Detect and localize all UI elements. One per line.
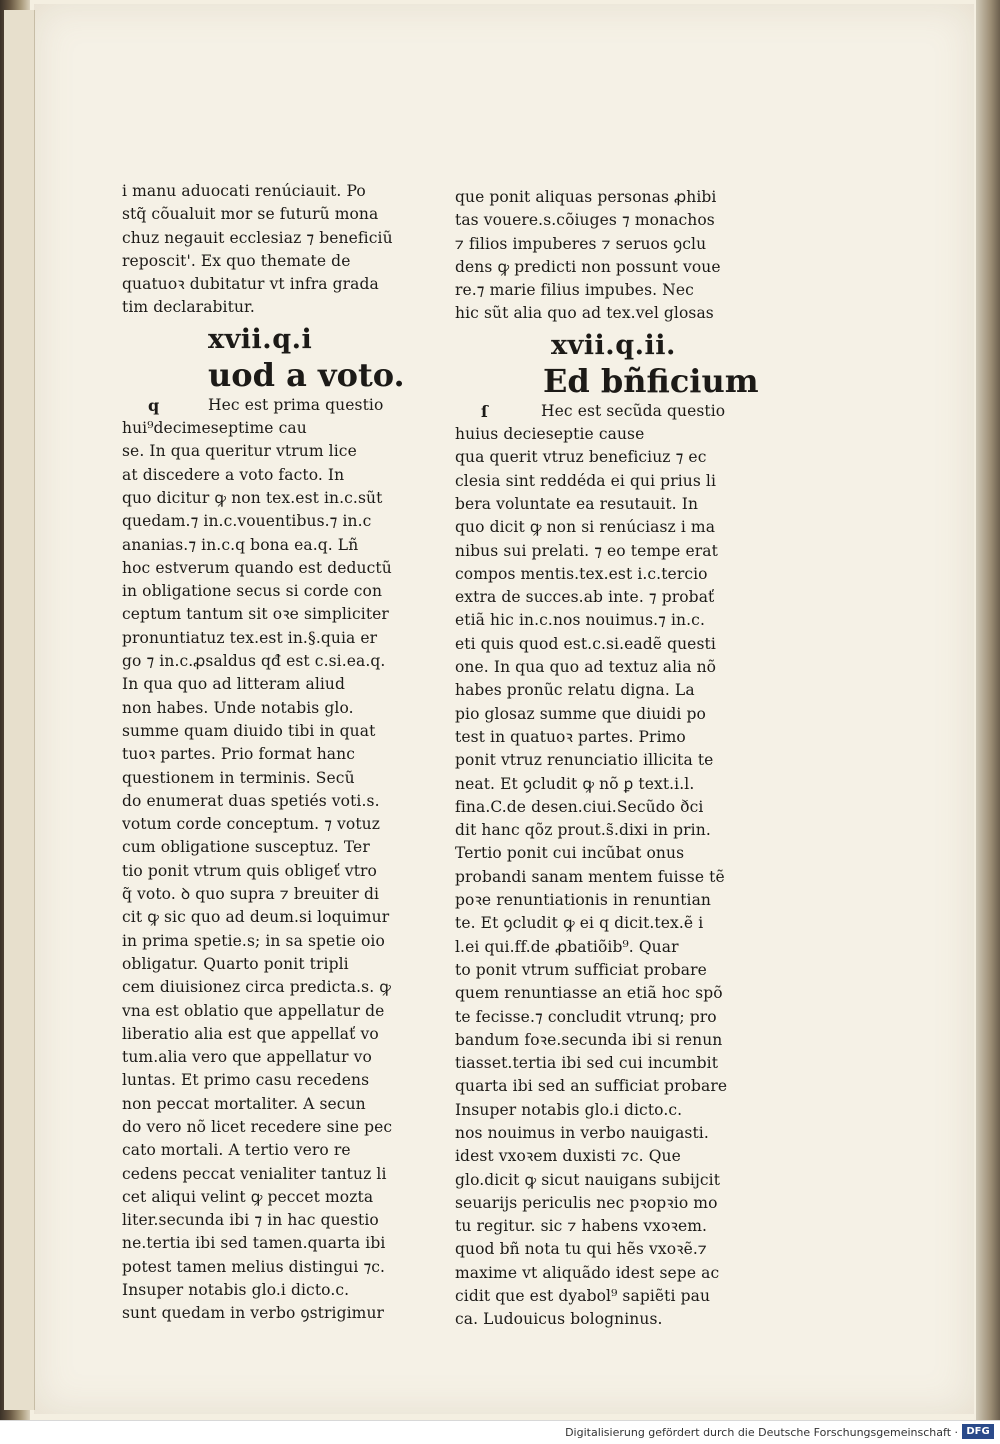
text-line: cidit que est dyabol⁹ sapiẽti pau	[455, 1287, 711, 1306]
page-fore-edge	[976, 0, 1000, 1420]
text-line: ⁊ filios impuberes ⁊ seruos ꝯclu	[455, 234, 707, 253]
text-line: glo.dicit ꝙ sicut nauigans subijcit	[455, 1170, 721, 1189]
text-line: te. Et ꝯcludit ꝙ ei q dicit.tex.ẽ i	[455, 914, 704, 933]
text-line: cedens peccat venialiter tantuz li	[122, 1164, 387, 1183]
text-line: one. In qua quo ad textuz alia nõ	[455, 658, 717, 677]
text-line: te fecisse.⁊ concludit vtrunq; pro	[455, 1007, 717, 1026]
text-line: extra de succes.ab inte. ⁊ probať	[455, 588, 715, 607]
text-line: ponit vtruz renunciatio illicita te	[455, 751, 714, 770]
text-line: to ponit vtrum sufficiat probare	[455, 960, 707, 979]
text-line: test in quatuoꝛ partes. Primo	[455, 727, 686, 746]
text-line: bera voluntate ea resutauit. In	[455, 494, 699, 513]
left-intro	[122, 180, 397, 320]
text-line: quem renuntiasse an etiã hoc spõ	[455, 984, 723, 1003]
left-column	[122, 180, 405, 1326]
text-line: do vero nõ licet recedere sine pec	[122, 1117, 393, 1136]
text-line: quo dicitur ꝙ non tex.est in.c.sũt	[122, 488, 383, 507]
text-line: l.ei qui.ff.de ꝓbatiõib⁹. Quar	[455, 937, 679, 956]
text-line: ceptum tantum sit oꝛe simpliciter	[122, 605, 389, 624]
text-line: habes pronũc relatu digna. La	[455, 681, 695, 700]
text-line: que ponit aliquas personas ꝓhibi	[455, 188, 717, 206]
text-line: tim declarabitur.	[122, 298, 255, 317]
right-heading: xvii.q.ii.	[551, 329, 676, 361]
right-first-line	[455, 400, 730, 423]
text-line: nibus sui prelati. ⁊ eo tempe erat	[455, 541, 718, 560]
text-line: quo dicit ꝙ non si renúciasz i ma	[455, 518, 716, 537]
text-line: Tertio ponit cui incũbat onus	[455, 844, 685, 863]
text-line: idest vxoꝛem duxisti ⁊c. Que	[455, 1147, 681, 1166]
text-line: go ⁊ in.c.ꝓsaldus qđ est c.si.ea.q.	[122, 652, 386, 671]
text-line: se. In qua queritur vtrum lice	[122, 442, 357, 461]
text-line: neat. Et ꝯcludit ꝙ nõ ꝑ text.i.l.	[455, 774, 695, 793]
text-line: tu regitur. sic ⁊ habens vxoꝛem.	[455, 1217, 708, 1236]
right-body	[455, 423, 730, 1332]
text-line: reposcit'. Ex quo themate de	[122, 251, 351, 270]
text-line: cet aliqui velint ꝙ peccet mozta	[122, 1187, 374, 1206]
text-line: Insuper notabis glo.i dicto.c.	[455, 1100, 683, 1119]
text-line: re.⁊ marie filius impubes. Nec	[455, 281, 694, 300]
previous-page-edge	[4, 10, 35, 1410]
text-line: qua querit vtruz beneficiuz ⁊ ec	[455, 448, 707, 467]
text-line: cem diuisionez circa predicta.s. ꝙ	[122, 978, 391, 997]
text-line: luntas. Et primo casu recedens	[122, 1071, 370, 1090]
text-line: poꝛe renuntiationis in renuntian	[455, 891, 712, 910]
text-line: in obligatione secus si corde con	[122, 582, 383, 601]
text-line: fina.C.de desen.ciui.Secũdo ðci	[455, 797, 704, 816]
text-line: i manu aduocati renúciauit. Po	[122, 182, 366, 200]
text-line: ca. Ludouicus bologninus.	[455, 1310, 663, 1329]
text-line: obligatur. Quarto ponit tripli	[122, 954, 349, 973]
text-line: at discedere a voto facto. In	[122, 465, 345, 484]
text-line: sunt quedam in verbo ꝯstrigimur	[122, 1304, 385, 1323]
right-intro	[455, 186, 730, 326]
left-incipit: uod a voto.	[208, 355, 405, 394]
text-line: quatuoꝛ dubitatur vt infra grada	[122, 275, 379, 294]
right-guide-letter: ſ	[481, 401, 488, 421]
text-line: in prima spetie.s; in sa spetie oio	[122, 931, 385, 950]
text-line: compos mentis.tex.est i.c.tercio	[455, 564, 708, 583]
text-line: tiasset.tertia ibi sed cui incumbit	[455, 1054, 719, 1073]
text-line: quedam.⁊ in.c.vouentibus.⁊ in.c	[122, 512, 372, 531]
text-line: tio ponit vtrum quis obligeť vtro	[122, 861, 377, 880]
text-line: questionem in terminis. Secũ	[122, 768, 355, 787]
text-line: non habes. Unde notabis glo.	[122, 698, 354, 717]
text-line: nos nouimus in verbo nauigasti.	[455, 1123, 709, 1142]
text-line: Insuper notabis glo.i dicto.c.	[122, 1281, 350, 1300]
right-column	[455, 186, 759, 1332]
text-line: q̃ voto. ꝺ quo supra ⁊ breuiter di	[122, 885, 380, 904]
text-line: ne.tertia ibi sed tamen.quarta ibi	[122, 1234, 386, 1253]
right-incipit: Ed bñficium	[543, 361, 759, 400]
footer-bar	[0, 1420, 1000, 1444]
text-line: potest tamen melius distingui ⁊c.	[122, 1257, 386, 1276]
left-body	[122, 417, 397, 1326]
text-line: cum obligatione susceptuz. Ter	[122, 838, 370, 857]
text-line: tuoꝛ partes. Prio format hanc	[122, 745, 356, 764]
text-line: liter.secunda ibi ⁊ in hac questio	[122, 1211, 379, 1230]
text-line: vna est oblatio que appellatur de	[122, 1001, 385, 1020]
text-line: bandum foꝛe.secunda ibi si renun	[455, 1030, 723, 1049]
footer-credit: Digitalisierung gefördert durch die Deutsche Forschungsgemeinschaft ·	[565, 1426, 958, 1439]
text-line: votum corde conceptum. ⁊ votuz	[122, 815, 381, 834]
text-line: seuarijs periculis nec pꝛopꝛio mo	[455, 1193, 718, 1212]
text-line: summe quam diuido tibi in quat	[122, 721, 376, 740]
text-line: dens ꝙ predicti non possunt voue	[455, 257, 721, 276]
text-line: dit hanc qõz prout.s̃.dixi in prin.	[455, 821, 711, 840]
text-line: clesia sint reddéda ei qui prius li	[455, 471, 717, 490]
text-line: tum.alia vero que appellatur vo	[122, 1048, 372, 1067]
text-line: cit ꝙ sic quo ad deum.si loquimur	[122, 908, 390, 927]
right-first-line-text: Hec est secũda questio	[541, 401, 726, 420]
left-heading: xvii.q.i	[208, 323, 313, 355]
text-line: huius decieseptie cause	[455, 425, 645, 444]
left-first-line-text: Hec est prima questio	[208, 395, 384, 414]
text-line: non peccat mortaliter. A secun	[122, 1094, 366, 1113]
text-line: eti quis quod est.c.si.eadẽ questi	[455, 634, 716, 653]
text-line: stq̃ cõualuit mor se futurũ mona	[122, 205, 379, 224]
text-line: hic sũt alia quo ad tex.vel glosas	[455, 304, 714, 323]
text-line: hoc estverum quando est deductũ	[122, 558, 392, 577]
text-line: pronuntiatuz tex.est in.§.quia er	[122, 628, 378, 647]
text-line: tas vouere.s.cõiuges ⁊ monachos	[455, 211, 715, 230]
dfg-logo: DFG	[962, 1424, 994, 1439]
text-line: do enumerat duas spetiés voti.s.	[122, 791, 380, 810]
text-line: hui⁹decimeseptime cau	[122, 419, 307, 438]
text-line: probandi sanam mentem fuisse tẽ	[455, 867, 725, 886]
text-line: pio glosaz summe que diuidi po	[455, 704, 706, 723]
text-line: quod bñ nota tu qui hẽs vxoꝛẽ.⁊	[455, 1240, 707, 1259]
text-line: chuz negauit ecclesiaz ⁊ beneficiũ	[122, 228, 393, 247]
text-line: liberatio alia est que appellať vo	[122, 1024, 379, 1043]
text-line: cato mortali. A tertio vero re	[122, 1141, 351, 1160]
left-guide-letter: q	[148, 395, 160, 415]
text-line: etiã hic in.c.nos nouimus.⁊ in.c.	[455, 611, 705, 630]
text-line: maxime vt aliquãdo idest sepe ac	[455, 1263, 720, 1282]
text-line: ananias.⁊ in.c.q bona ea.q. Lñ	[122, 535, 359, 554]
text-line: quarta ibi sed an sufficiat probare	[455, 1077, 728, 1096]
text-line: In qua quo ad litteram aliud	[122, 675, 346, 694]
left-first-line	[122, 394, 397, 417]
